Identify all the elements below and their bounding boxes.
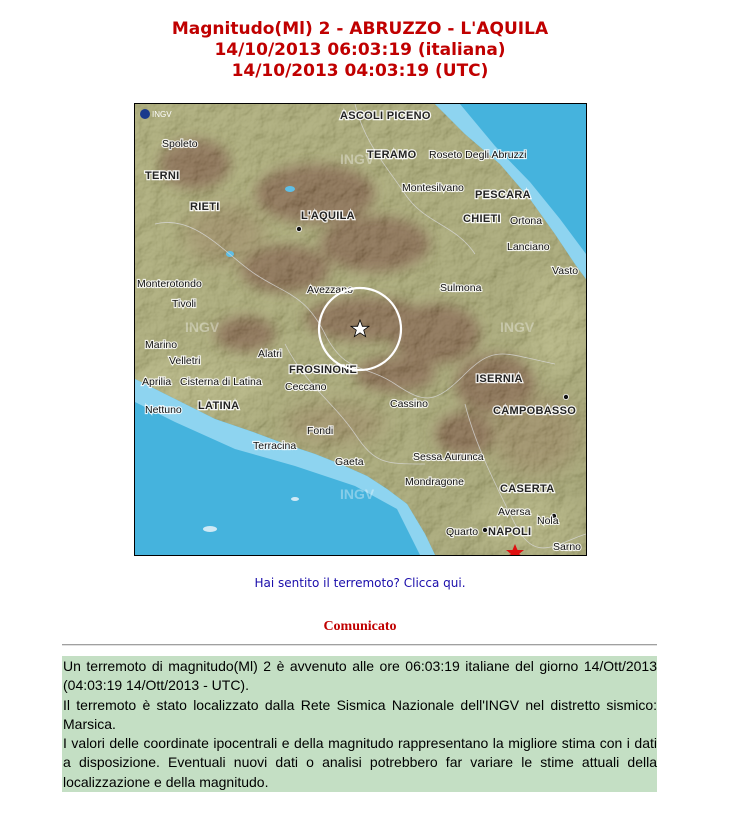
logo-text: INGV: [152, 110, 172, 119]
label-alatri: Alatri: [258, 348, 282, 360]
map-watermark: INGV: [185, 319, 220, 335]
label-terni: TERNI: [145, 170, 180, 182]
divider: [62, 644, 657, 646]
label-gaeta: Gaeta: [335, 456, 364, 468]
label-velletri: Velletri: [169, 355, 201, 367]
island: [203, 526, 217, 532]
label-monterotondo: Monterotondo: [137, 278, 202, 290]
label-nettuno: Nettuno: [145, 404, 182, 416]
label-fondi: Fondi: [307, 425, 334, 437]
lake: [285, 186, 295, 192]
event-time-local: 14/10/2013 06:03:19 (italiana): [214, 40, 506, 60]
label-quarto: Quarto: [446, 526, 479, 538]
label-spoleto: Spoleto: [162, 138, 198, 150]
label-tivoli: Tivoli: [172, 298, 197, 310]
label-pescara: PESCARA: [475, 189, 531, 201]
island: [291, 497, 299, 501]
label-cassino: Cassino: [390, 398, 428, 410]
comunicato-box: [62, 656, 657, 792]
comunicato-paragraph: I valori delle coordinate ipocentrali e della magnitudo rappresentano la migliore stima con i dati a disposizione. Eventuali nuovi dati o analisi potrebbero far variare le stime attuali della localizzazione e della magnitudo.: [63, 735, 657, 790]
label-nola: Nola: [537, 515, 559, 527]
label-ascoli-piceno: ASCOLI PICENO: [340, 110, 431, 122]
city-dot: [482, 527, 487, 532]
label-lanciano: Lanciano: [507, 241, 550, 253]
label-laquila: L'AQUILA: [301, 210, 355, 222]
label-marino: Marino: [145, 339, 178, 351]
city-dot: [296, 226, 301, 231]
label-aversa: Aversa: [498, 506, 531, 518]
comunicato-heading: Comunicato: [323, 619, 397, 634]
label-teramo: TERAMO: [367, 149, 417, 161]
city-dot: [563, 394, 568, 399]
label-mondragone: Mondragone: [405, 476, 464, 488]
map-watermark: INGV: [340, 151, 375, 167]
felt-it-link[interactable]: Hai sentito il terremoto? Clicca qui.: [254, 576, 466, 590]
epicenter-map: [134, 103, 587, 556]
label-cisterna: Cisterna di Latina: [180, 376, 262, 388]
label-aprilia: Aprilia: [142, 376, 172, 388]
label-napoli: NAPOLI: [488, 526, 532, 538]
label-frosinone: FROSINONE: [289, 364, 358, 376]
label-campobasso: CAMPOBASSO: [493, 405, 577, 417]
label-caserta: CASERTA: [500, 483, 555, 495]
ingv-globe-icon: [140, 109, 150, 119]
label-latina: LATINA: [198, 400, 240, 412]
event-title: Magnitudo(Ml) 2 - ABRUZZO - L'AQUILA: [171, 19, 549, 39]
label-isernia: ISERNIA: [476, 373, 523, 385]
label-avezzano: Avezzano: [307, 284, 353, 296]
label-sessa: Sessa Aurunca: [413, 451, 484, 463]
ingv-logo: [140, 109, 172, 119]
label-vasto: Vasto: [552, 265, 579, 277]
comunicato-paragraph: Il terremoto è stato localizzato dalla Rete Sismica Nazionale dell'INGV nel distretto sismico: Marsica.: [63, 696, 657, 732]
label-chieti: CHIETI: [463, 213, 501, 225]
event-time-utc: 14/10/2013 04:03:19 (UTC): [231, 61, 489, 81]
label-montesilvano: Montesilvano: [402, 182, 464, 194]
label-roseto: Roseto Degli Abruzzi: [429, 149, 527, 161]
comunicato-paragraph: Un terremoto di magnitudo(Ml) 2 è avvenuto alle ore 06:03:19 italiane del giorno 14/Ott/2013 (04:03:19 14/Ott/2013 - UTC).: [63, 658, 657, 694]
map-watermark: INGV: [500, 319, 535, 335]
label-rieti: RIETI: [190, 201, 220, 213]
label-ortona: Ortona: [510, 215, 543, 227]
label-sarno: Sarno: [553, 541, 582, 553]
label-terracina: Terracina: [253, 440, 297, 452]
label-sulmona: Sulmona: [440, 282, 482, 294]
label-ceccano: Ceccano: [285, 381, 327, 393]
map-watermark: INGV: [340, 486, 375, 502]
